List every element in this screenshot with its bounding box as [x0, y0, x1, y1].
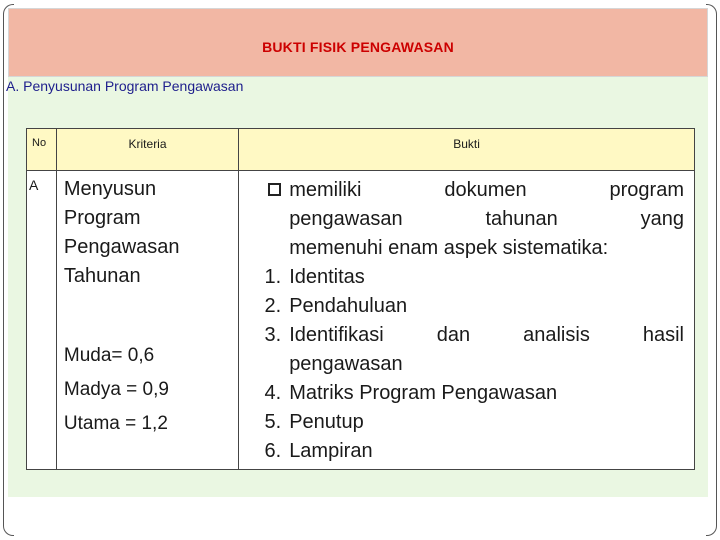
row-cell-bukti: [239, 171, 695, 470]
list-item-text: Lampiran: [289, 440, 373, 462]
checkbox-bullet-icon: [268, 183, 281, 196]
nilai-utama: Utama = 1,2: [63, 413, 168, 434]
list-item-number: 1.: [264, 266, 282, 288]
row-cell-kriteria: [56, 171, 238, 470]
bukti-intro: [239, 176, 684, 263]
list-item-text: Identitas: [289, 266, 365, 288]
list-item: [239, 292, 684, 321]
kriteria-line: Tahunan: [63, 265, 141, 287]
table-header-row: [27, 129, 695, 171]
kriteria-line: Program: [63, 207, 141, 229]
list-item-number: 4.: [264, 382, 282, 404]
row-cell-no: [27, 171, 57, 470]
nilai-list: [57, 339, 238, 441]
list-item-text: pengawasan: [289, 353, 403, 375]
header-cell-no: [27, 129, 57, 171]
header-cell-bukti: [239, 129, 695, 171]
nilai-muda: Muda= 0,6: [63, 345, 155, 366]
section-subtitle: A. Penyusunan Program Pengawasan: [6, 78, 244, 94]
list-item-text: Matriks Program Pengawasan: [289, 382, 558, 404]
list-item-number: 2.: [264, 295, 282, 317]
kriteria-text: [57, 171, 238, 291]
list-item: [239, 408, 684, 437]
row-number: A: [29, 177, 39, 193]
title-bar: [8, 8, 708, 77]
list-item-text: Penutup: [289, 411, 364, 433]
list-item: [239, 263, 684, 292]
kriteria-line: Menyusun: [63, 178, 157, 200]
nilai-madya: Madya = 0,9: [63, 379, 169, 400]
page-title: BUKTI FISIK PENGAWASAN: [262, 39, 454, 55]
header-kriteria-label: Kriteria: [128, 137, 167, 151]
bukti-content: [239, 171, 694, 466]
list-item-number: 5.: [264, 411, 282, 433]
header-cell-kriteria: [56, 129, 238, 171]
bukti-intro-line: memenuhi enam aspek sistematika:: [289, 237, 609, 259]
list-item-text: Identifikasi dan analisis hasil: [289, 324, 684, 346]
list-item: [239, 437, 684, 466]
header-no-label: No: [32, 137, 47, 149]
bukti-intro-line: memiliki dokumen program: [289, 179, 684, 201]
list-item-text: Pendahuluan: [289, 295, 408, 317]
list-item-number: 3.: [264, 324, 282, 346]
table-row: [27, 171, 695, 470]
criteria-table: [26, 128, 695, 470]
list-item-number: 6.: [264, 440, 282, 462]
bukti-intro-line: pengawasan tahunan yang: [289, 208, 684, 230]
list-item: [239, 379, 684, 408]
list-item: [239, 321, 684, 379]
kriteria-line: Pengawasan: [63, 236, 180, 258]
header-bukti-label: Bukti: [453, 137, 480, 151]
